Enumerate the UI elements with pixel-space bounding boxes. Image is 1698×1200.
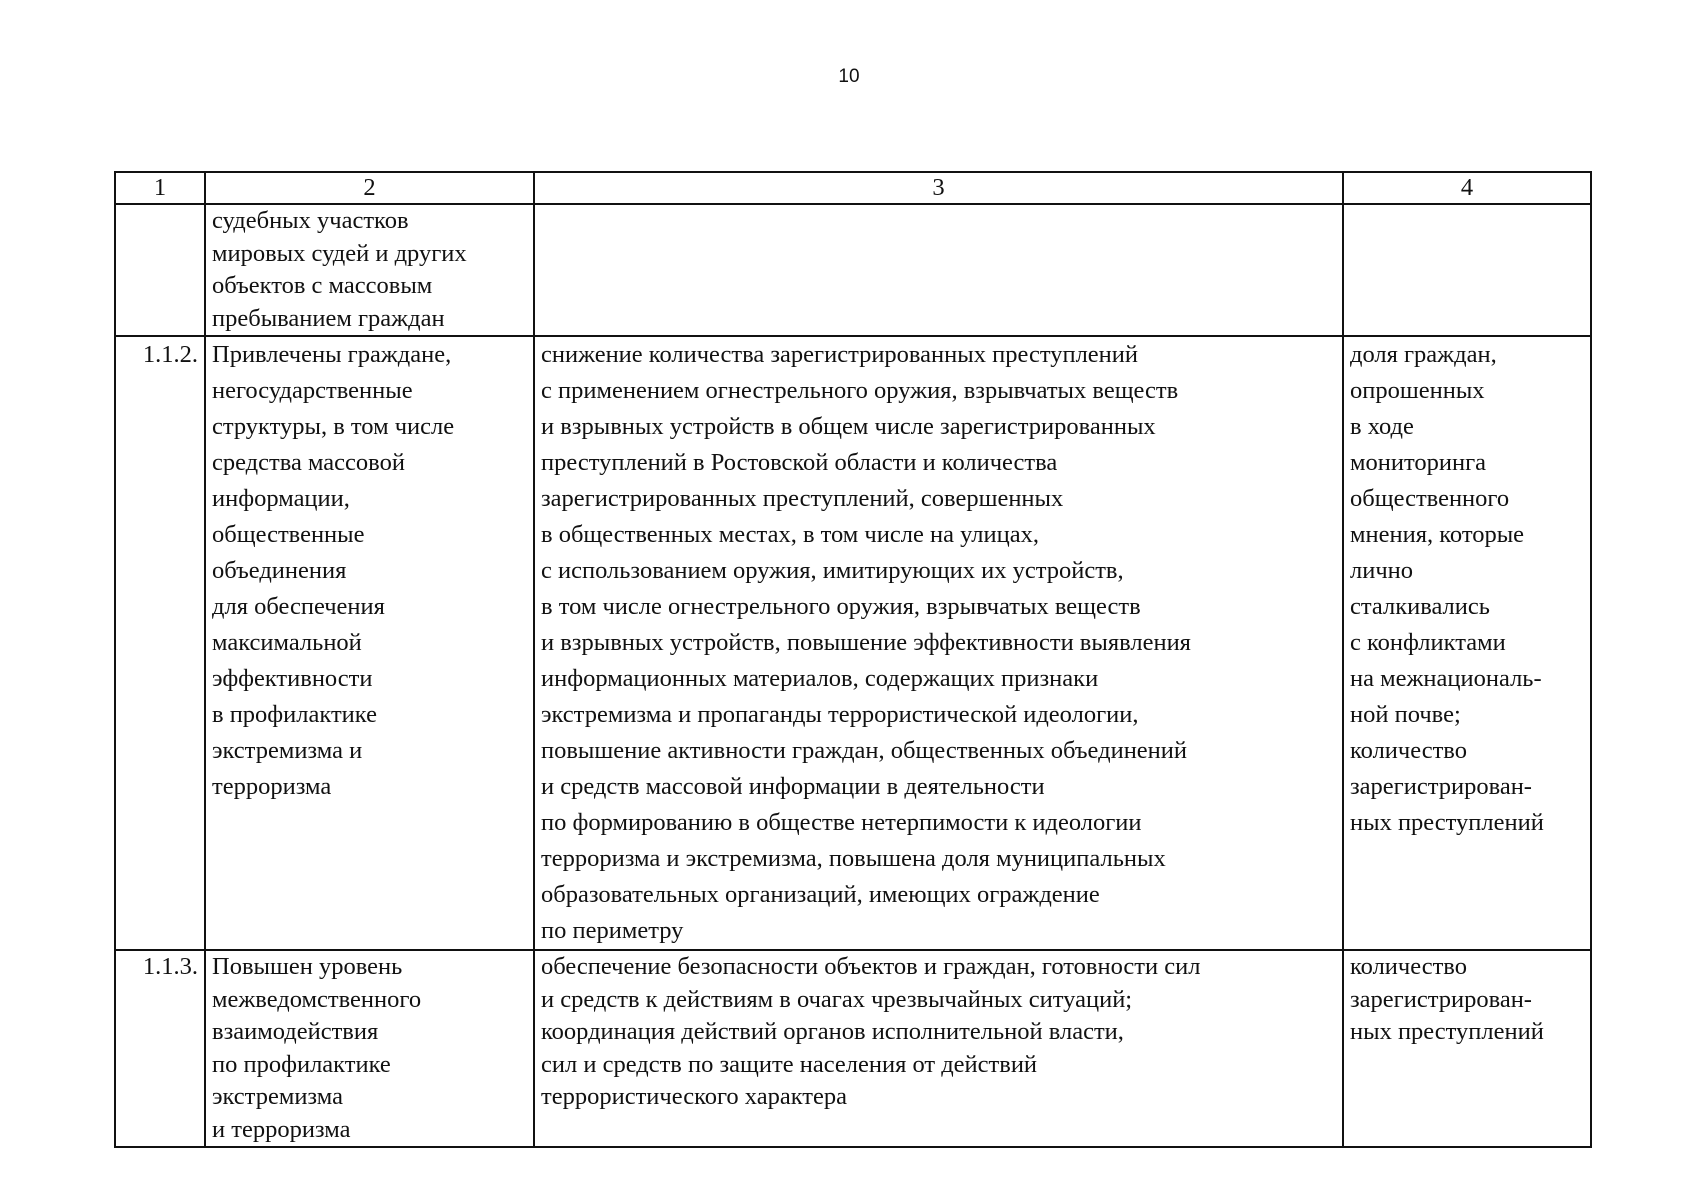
table-row: [115, 950, 1591, 1147]
header-cell-3: 3: [534, 172, 1343, 204]
table-row: [115, 336, 1591, 950]
result-cell: Привлечены граждане, негосударственные структуры, в том числе средства массовой информации, общественные объединения для обеспечения максимальной эффективности в профилактике экстремизма и терроризма: [205, 336, 534, 950]
description-cell: [534, 204, 1343, 336]
description-cell: обеспечение безопасности объектов и граждан, готовности сил и средств к действиям в очагах чрезвычайных ситуаций; координация действий органов исполнительной власти, сил и средств по защите населения от действий террористического характера: [534, 950, 1343, 1147]
result-cell: судебных участков мировых судей и других объектов с массовым пребыванием граждан: [205, 204, 534, 336]
header-cell-2: 2: [205, 172, 534, 204]
page-number: 10: [838, 66, 860, 87]
indicator-cell: [1343, 204, 1591, 336]
result-cell: Повышен уровень межведомственного взаимодействия по профилактике экстремизма и терроризма: [205, 950, 534, 1147]
indicator-cell: доля граждан, опрошенных в ходе мониторинга общественного мнения, которые лично сталкивались с конфликтами на межнациональ- ной почве; количество зарегистрирован- ных преступлений: [1343, 336, 1591, 950]
table-header-row: [115, 172, 1591, 204]
header-cell-1: 1: [115, 172, 205, 204]
row-number: 1.1.2.: [115, 336, 205, 950]
row-number: 1.1.3.: [115, 950, 205, 1147]
row-number: [115, 204, 205, 336]
description-cell: снижение количества зарегистрированных преступлений с применением огнестрельного оружия, взрывчатых веществ и взрывных устройств в общем числе зарегистрированных преступлений в Ростовской области и количества зарегистрированных преступлений, совершенных в общественных местах, в том числе на улицах, с использованием оружия, имитирующих их устройств, в том числе огнестрельного оружия, взрывчатых веществ и взрывных устройств, повышение эффективности выявления информационных материалов, содержащих признаки экстремизма и пропаганды террористической идеологии, повышение активности граждан, общественных объединений и средств массовой информации в деятельности по формированию в обществе нетерпимости к идеологии терроризма и экстремизма, повышена доля муниципальных образовательных организаций, имеющих ограждение по периметру: [534, 336, 1343, 950]
measures-table: [114, 171, 1592, 1148]
indicator-cell: количество зарегистрирован- ных преступлений: [1343, 950, 1591, 1147]
table-row: [115, 204, 1591, 336]
header-cell-4: 4: [1343, 172, 1591, 204]
